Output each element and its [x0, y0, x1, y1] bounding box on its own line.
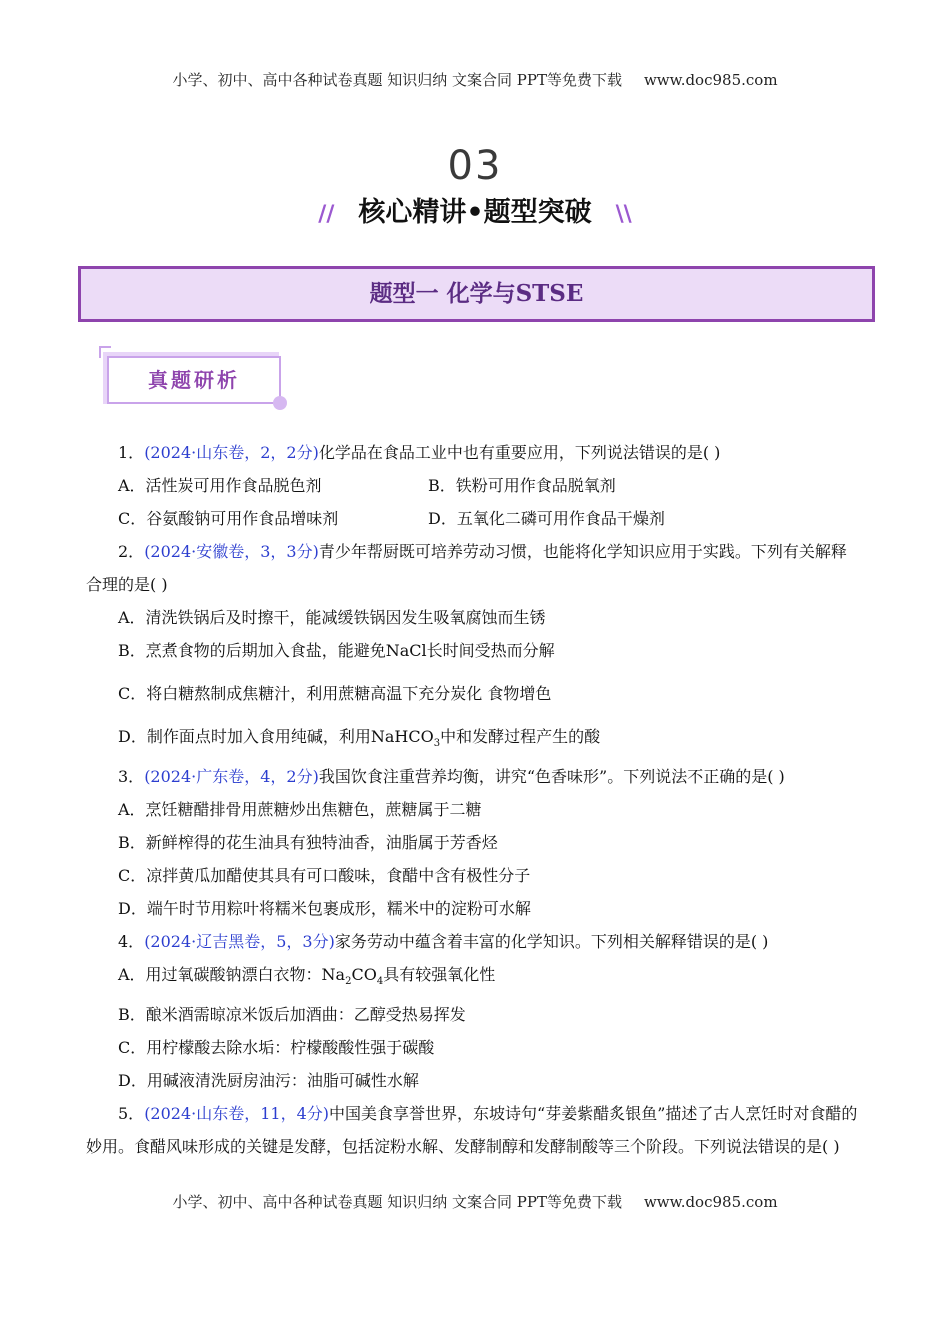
option-a: A．烹饪糖醋排骨用蔗糖炒出焦糖色，蔗糖属于二糖: [118, 800, 482, 820]
question-number: 2．: [118, 542, 145, 561]
option-d: D．用碱液清洗厨房油污：油脂可碱性水解: [118, 1071, 419, 1091]
question-source: (2024·广东卷，4，2分): [144, 767, 319, 787]
option-b: B．铁粉可用作食品脱氧剂: [428, 476, 616, 495]
question-source: (2024·山东卷，11，4分): [144, 1104, 330, 1124]
option-c: C．凉拌黄瓜加醋使其具有可口酸味，食醋中含有极性分子: [118, 866, 531, 886]
option-b: B．新鲜榨得的花生油具有独特油香，油脂属于芳香烃: [118, 833, 498, 853]
question-number: 1．: [118, 443, 145, 462]
chapter-number: 03: [447, 143, 503, 189]
option-a-formula: CO: [351, 965, 377, 985]
option-a: A．清洗铁锅后及时擦干，能减缓铁锅因发生吸氧腐蚀而生锈: [118, 608, 546, 627]
real-exam-tag: [103, 352, 279, 404]
question-text: 青少年帮厨既可培养劳动习惯，也能将化学知识应用于实践。下列有关解释合理的是( ): [86, 542, 847, 594]
question-1-stem: [86, 436, 860, 469]
chapter-number-wrap: [0, 143, 950, 189]
question-3-stem: [86, 760, 860, 793]
tag-label: 真题研析: [107, 356, 281, 404]
question-text: 我国饮食注重营养均衡，讲究“色香味形”。下列说法不正确的是( ): [318, 767, 785, 787]
option-c: C．将白糖熬制成焦糖汁，利用蔗糖高温下充分炭化 食物增色: [118, 684, 552, 703]
section-title: 题型一 化学与STSE: [369, 280, 584, 307]
footer-site-link[interactable]: www.doc985.com: [643, 1193, 778, 1211]
subscript: 3: [433, 738, 441, 750]
question-number: 3．: [118, 767, 145, 787]
option-a-text-tail: 具有较强氧化性: [383, 965, 496, 985]
question-source: (2024·山东卷，2，2分): [144, 443, 319, 462]
option-a: [86, 958, 860, 998]
page-header: [0, 69, 950, 90]
subscript: 2: [345, 976, 352, 988]
option-d-text-tail: 中和发酵过程产生的酸: [440, 727, 601, 746]
question-text: 中国美食享誉世界，东坡诗句“芽姜紫醋炙银鱼”描述了古人烹饪时对食醋的妙用。食醋风味形成的关键是发酵，包括淀粉水解、发酵制醇和发酵制酸等三个阶段。下列说法错误的是( ): [86, 1104, 858, 1157]
option-d-text: D．制作面点时加入食用纯碱，利用NaHCO: [118, 727, 434, 746]
question-text: 化学品在食品工业中也有重要应用，下列说法错误的是( ): [318, 443, 721, 462]
question-text: 家务劳动中蕴含着丰富的化学知识。下列相关解释错误的是( ): [334, 932, 769, 952]
question-number: 4．: [118, 932, 145, 952]
question-4-stem: [86, 925, 860, 958]
subscript: 4: [376, 976, 384, 988]
question-5-stem: [86, 1097, 860, 1163]
option-a-text: A．用过氧碳酸钠漂白衣物：Na: [118, 965, 346, 985]
questions-content: [86, 436, 860, 1163]
page-footer: [0, 1191, 950, 1212]
slash-left-decoration: //: [318, 202, 335, 227]
option-d: D．端午时节用粽叶将糯米包裹成形，糯米中的淀粉可水解: [118, 899, 531, 919]
chapter-banner: [0, 190, 950, 229]
header-text: 小学、初中、高中各种试卷真题 知识归纳 文案合同 PPT等免费下载: [172, 71, 622, 89]
question-source: (2024·辽吉黑卷，5，3分): [144, 932, 335, 952]
header-site-link[interactable]: www.doc985.com: [643, 71, 778, 89]
section-title-box: [78, 266, 875, 322]
option-d: [86, 720, 860, 760]
tag-dot-decoration: [273, 396, 287, 410]
question-1-options-cd: [86, 502, 860, 535]
option-d: D．五氧化二磷可用作食品干燥剂: [428, 509, 665, 528]
option-c: C．用柠檬酸去除水垢：柠檬酸酸性强于碳酸: [118, 1038, 435, 1058]
slash-right-decoration: \\: [615, 202, 632, 227]
footer-text: 小学、初中、高中各种试卷真题 知识归纳 文案合同 PPT等免费下载: [172, 1193, 622, 1211]
question-2-stem: [86, 535, 860, 601]
option-a: A．活性炭可用作食品脱色剂: [118, 476, 322, 495]
question-number: 5．: [118, 1104, 145, 1124]
option-b: B．烹煮食物的后期加入食盐，能避免NaCl长时间受热而分解: [118, 641, 555, 660]
question-source: (2024·安徽卷，3，3分): [144, 542, 319, 561]
option-b: B．酿米酒需晾凉米饭后加酒曲：乙醇受热易挥发: [118, 1005, 466, 1025]
option-c: C．谷氨酸钠可用作食品增味剂: [118, 509, 339, 528]
question-1-options-ab: [86, 469, 860, 502]
chapter-title: 核心精讲•题型突破: [344, 190, 605, 229]
